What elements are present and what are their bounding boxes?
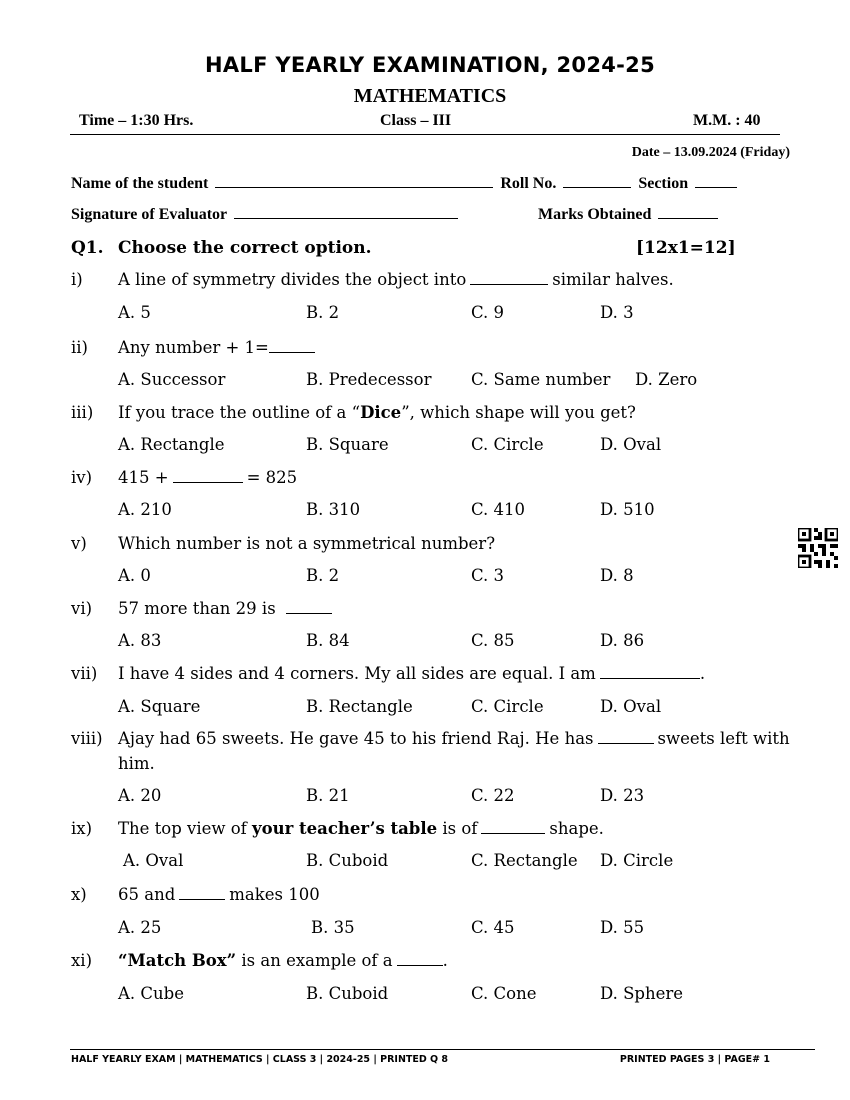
question-text-continued: him. xyxy=(118,754,155,773)
question-text: Which number is not a symmetrical number? xyxy=(118,534,496,553)
class-label: Class – III xyxy=(380,112,452,129)
question-number: x) xyxy=(71,885,87,904)
exam-date: Date – 13.09.2024 (Friday) xyxy=(631,145,790,160)
answer-blank[interactable] xyxy=(173,470,243,483)
signature-label: Signature of Evaluator xyxy=(71,206,227,223)
option-b[interactable]: B. 2 xyxy=(306,566,340,585)
option-d[interactable]: D. 3 xyxy=(600,303,634,322)
option-b[interactable]: B. 310 xyxy=(306,500,361,519)
option-a[interactable]: A. Successor xyxy=(118,370,226,389)
footer-divider xyxy=(70,1049,815,1050)
signature-row xyxy=(71,206,461,224)
option-c[interactable]: C. 3 xyxy=(471,566,505,585)
option-d[interactable]: D. 8 xyxy=(600,566,634,585)
footer-left: HALF YEARLY EXAM | MATHEMATICS | CLASS 3 | 2024-25 | PRINTED Q 8 xyxy=(71,1054,449,1065)
option-a[interactable]: A. Cube xyxy=(118,984,184,1003)
option-b[interactable]: B. Square xyxy=(306,435,389,454)
question-text: A line of symmetry divides the object into similar halves. xyxy=(118,270,674,289)
option-d[interactable]: D. Sphere xyxy=(600,984,684,1003)
option-d[interactable]: D. 86 xyxy=(600,631,645,650)
option-b[interactable]: B. 35 xyxy=(311,918,355,937)
option-d[interactable]: D. Zero xyxy=(635,370,698,389)
option-a[interactable]: A. Oval xyxy=(123,851,184,870)
exam-duration: Time – 1:30 Hrs. xyxy=(79,112,194,129)
option-d[interactable]: D. 510 xyxy=(600,500,655,519)
option-d[interactable]: D. Circle xyxy=(600,851,674,870)
exam-title: HALF YEARLY EXAMINATION, 2024-25 xyxy=(204,53,655,77)
option-a[interactable]: A. Rectangle xyxy=(118,435,225,454)
option-c[interactable]: C. Cone xyxy=(471,984,537,1003)
option-d[interactable]: D. 23 xyxy=(600,786,645,805)
section-title: Choose the correct option. xyxy=(118,238,372,258)
answer-blank[interactable] xyxy=(598,731,654,744)
option-d[interactable]: D. Oval xyxy=(600,435,662,454)
option-c[interactable]: C. 45 xyxy=(471,918,515,937)
answer-blank[interactable] xyxy=(481,821,545,834)
question-text: Ajay had 65 sweets. He gave 45 to his friend Raj. He has sweets left with xyxy=(118,729,790,748)
option-d[interactable]: D. Oval xyxy=(600,697,662,716)
answer-blank[interactable] xyxy=(397,953,443,966)
answer-blank[interactable] xyxy=(600,666,700,679)
question-number: ii) xyxy=(71,338,88,357)
header-divider xyxy=(70,134,780,135)
question-number: vii) xyxy=(71,664,98,683)
question-text: If you trace the outline of a “Dice”, which shape will you get? xyxy=(118,403,636,422)
name-blank[interactable] xyxy=(215,175,493,188)
option-b[interactable]: B. Cuboid xyxy=(306,851,389,870)
option-b[interactable]: B. Cuboid xyxy=(306,984,389,1003)
section-label: Section xyxy=(638,175,689,192)
option-c[interactable]: C. 85 xyxy=(471,631,515,650)
roll-label: Roll No. xyxy=(500,175,557,192)
roll-blank[interactable] xyxy=(563,175,631,188)
question-number: viii) xyxy=(71,729,103,748)
section-blank[interactable] xyxy=(695,175,737,188)
option-c[interactable]: C. 22 xyxy=(471,786,515,805)
qr-code-icon xyxy=(798,528,838,568)
option-b[interactable]: B. 2 xyxy=(306,303,340,322)
option-a[interactable]: A. 210 xyxy=(118,500,172,519)
marks-label: Marks Obtained xyxy=(538,206,652,223)
question-number: vi) xyxy=(71,599,93,618)
question-number: v) xyxy=(71,534,87,553)
question-text: “Match Box” is an example of a . xyxy=(118,951,448,970)
question-number: i) xyxy=(71,270,83,289)
question-text: I have 4 sides and 4 corners. My all sides are equal. I am . xyxy=(118,664,706,683)
question-text: The top view of your teacher’s table is of shape. xyxy=(118,819,604,838)
option-a[interactable]: A. 0 xyxy=(118,566,151,585)
option-c[interactable]: C. Same number xyxy=(471,370,611,389)
question-text: 57 more than 29 is xyxy=(118,599,336,618)
subject-title: MATHEMATICS xyxy=(353,85,507,107)
option-c[interactable]: C. Circle xyxy=(471,435,544,454)
section-number: Q1. xyxy=(71,238,104,258)
question-number: iii) xyxy=(71,403,94,422)
option-b[interactable]: B. Rectangle xyxy=(306,697,413,716)
option-a[interactable]: A. Square xyxy=(118,697,201,716)
option-a[interactable]: A. 20 xyxy=(118,786,162,805)
question-text: 415 + = 825 xyxy=(118,468,298,487)
marks-row xyxy=(538,206,721,224)
question-text: 65 and makes 100 xyxy=(118,885,320,904)
question-text: Any number + 1= xyxy=(118,338,319,357)
answer-blank[interactable] xyxy=(179,887,225,900)
section-marks: [12x1=12] xyxy=(636,238,736,258)
question-number: xi) xyxy=(71,951,93,970)
option-b[interactable]: B. 21 xyxy=(306,786,350,805)
marks-blank[interactable] xyxy=(658,206,718,219)
option-b[interactable]: B. 84 xyxy=(306,631,350,650)
answer-blank[interactable] xyxy=(286,601,332,614)
name-label: Name of the student xyxy=(71,175,209,192)
student-info-row xyxy=(71,175,740,193)
answer-blank[interactable] xyxy=(470,272,548,285)
option-c[interactable]: C. Rectangle xyxy=(471,851,578,870)
signature-blank[interactable] xyxy=(234,206,458,219)
option-d[interactable]: D. 55 xyxy=(600,918,645,937)
max-marks: M.M. : 40 xyxy=(693,112,761,129)
answer-blank[interactable] xyxy=(269,340,315,353)
question-number: iv) xyxy=(71,468,93,487)
option-a[interactable]: A. 83 xyxy=(118,631,162,650)
footer-right: PRINTED PAGES 3 | PAGE# 1 xyxy=(619,1054,770,1065)
question-number: ix) xyxy=(71,819,93,838)
option-c[interactable]: C. Circle xyxy=(471,697,544,716)
option-c[interactable]: C. 410 xyxy=(471,500,526,519)
option-a[interactable]: A. 5 xyxy=(118,303,151,322)
option-a[interactable]: A. 25 xyxy=(118,918,162,937)
option-c[interactable]: C. 9 xyxy=(471,303,505,322)
option-b[interactable]: B. Predecessor xyxy=(306,370,432,389)
